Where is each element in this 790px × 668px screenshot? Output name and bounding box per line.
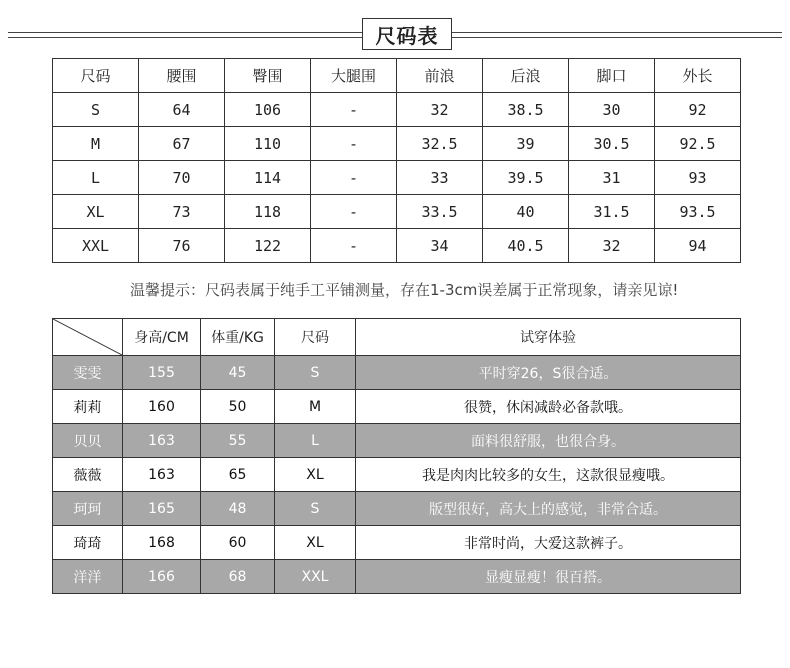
page-title: 尺码表 [362, 18, 452, 50]
weight-cell: 65 [201, 458, 275, 492]
height-cell: 163 [123, 458, 201, 492]
table-cell: 92.5 [655, 127, 741, 161]
header-cell: 腰围 [139, 59, 225, 93]
try-on-table [52, 318, 741, 594]
table-cell: 92 [655, 93, 741, 127]
weight-cell: 50 [201, 390, 275, 424]
experience-cell: 很赞，休闲减龄必备款哦。 [356, 390, 741, 424]
model-name: 珂珂 [53, 492, 123, 526]
experience-cell: 版型很好，高大上的感觉，非常合适。 [356, 492, 741, 526]
header-cell: 尺码 [53, 59, 139, 93]
table-cell: M [53, 127, 139, 161]
table-row [53, 560, 741, 594]
table-cell: 67 [139, 127, 225, 161]
table-cell: 118 [225, 195, 311, 229]
table-cell: 114 [225, 161, 311, 195]
diagonal-line [53, 319, 122, 355]
table-cell: 76 [139, 229, 225, 263]
table-cell: 40 [483, 195, 569, 229]
size-cell: S [275, 356, 356, 390]
size-cell: XXL [275, 560, 356, 594]
model-name: 雯雯 [53, 356, 123, 390]
weight-cell: 48 [201, 492, 275, 526]
weight-cell: 68 [201, 560, 275, 594]
size-table-header [53, 59, 741, 93]
table-cell: 32 [397, 93, 483, 127]
table-row [53, 492, 741, 526]
table-row [53, 424, 741, 458]
table-cell: 94 [655, 229, 741, 263]
table-cell: S [53, 93, 139, 127]
table-cell: 93.5 [655, 195, 741, 229]
header-cell: 前浪 [397, 59, 483, 93]
table-cell: 32.5 [397, 127, 483, 161]
table-cell: 73 [139, 195, 225, 229]
table-row [53, 161, 741, 195]
table-row [53, 93, 741, 127]
table-cell: 93 [655, 161, 741, 195]
size-cell: S [275, 492, 356, 526]
table-cell: 40.5 [483, 229, 569, 263]
height-cell: 168 [123, 526, 201, 560]
table-cell: 30 [569, 93, 655, 127]
table-row [53, 458, 741, 492]
table-cell: 31.5 [569, 195, 655, 229]
table-cell: - [311, 127, 397, 161]
weight-cell: 45 [201, 356, 275, 390]
height-cell: 160 [123, 390, 201, 424]
measurement-tip: 温馨提示：尺码表属于纯手工平铺测量，存在1-3cm误差属于正常现象，请亲见谅! [130, 281, 679, 299]
model-name: 薇薇 [53, 458, 123, 492]
table-cell: 110 [225, 127, 311, 161]
diagonal-header-cell [53, 319, 123, 356]
experience-cell: 非常时尚，大爱这款裤子。 [356, 526, 741, 560]
table-cell: 34 [397, 229, 483, 263]
model-name: 琦琦 [53, 526, 123, 560]
table-cell: 106 [225, 93, 311, 127]
height-cell: 166 [123, 560, 201, 594]
table-row [53, 195, 741, 229]
header-cell: 臀围 [225, 59, 311, 93]
size-table [52, 58, 741, 263]
table-cell: - [311, 195, 397, 229]
table-cell: L [53, 161, 139, 195]
table-row [53, 356, 741, 390]
header-cell: 脚口 [569, 59, 655, 93]
weight-cell: 60 [201, 526, 275, 560]
header-cell: 外长 [655, 59, 741, 93]
table-cell: 33 [397, 161, 483, 195]
weight-cell: 55 [201, 424, 275, 458]
table-cell: - [311, 229, 397, 263]
experience-cell: 面料很舒服，也很合身。 [356, 424, 741, 458]
height-cell: 165 [123, 492, 201, 526]
header-cell: 体重/KG [201, 319, 275, 356]
table-cell: 70 [139, 161, 225, 195]
table-cell: 38.5 [483, 93, 569, 127]
size-cell: XL [275, 458, 356, 492]
model-name: 贝贝 [53, 424, 123, 458]
table-cell: 32 [569, 229, 655, 263]
table-cell: - [311, 161, 397, 195]
title-bar [0, 18, 790, 52]
table-row [53, 526, 741, 560]
height-cell: 155 [123, 356, 201, 390]
table-cell: XXL [53, 229, 139, 263]
table-cell: 30.5 [569, 127, 655, 161]
table-cell: 33.5 [397, 195, 483, 229]
experience-cell: 显瘦显瘦！很百搭。 [356, 560, 741, 594]
header-cell: 尺码 [275, 319, 356, 356]
table-cell: 64 [139, 93, 225, 127]
experience-cell: 平时穿26，S很合适。 [356, 356, 741, 390]
model-name: 莉莉 [53, 390, 123, 424]
table-cell: - [311, 93, 397, 127]
experience-cell: 我是肉肉比较多的女生，这款很显瘦哦。 [356, 458, 741, 492]
header-cell: 试穿体验 [356, 319, 741, 356]
table-row [53, 390, 741, 424]
table-row [53, 127, 741, 161]
model-name: 洋洋 [53, 560, 123, 594]
table-cell: XL [53, 195, 139, 229]
table-cell: 39.5 [483, 161, 569, 195]
table-cell: 39 [483, 127, 569, 161]
size-cell: L [275, 424, 356, 458]
size-cell: M [275, 390, 356, 424]
size-cell: XL [275, 526, 356, 560]
header-cell: 后浪 [483, 59, 569, 93]
header-cell: 大腿围 [311, 59, 397, 93]
table-row [53, 229, 741, 263]
table-cell: 122 [225, 229, 311, 263]
header-cell: 身高/CM [123, 319, 201, 356]
try-table-header [53, 319, 741, 356]
table-cell: 31 [569, 161, 655, 195]
height-cell: 163 [123, 424, 201, 458]
